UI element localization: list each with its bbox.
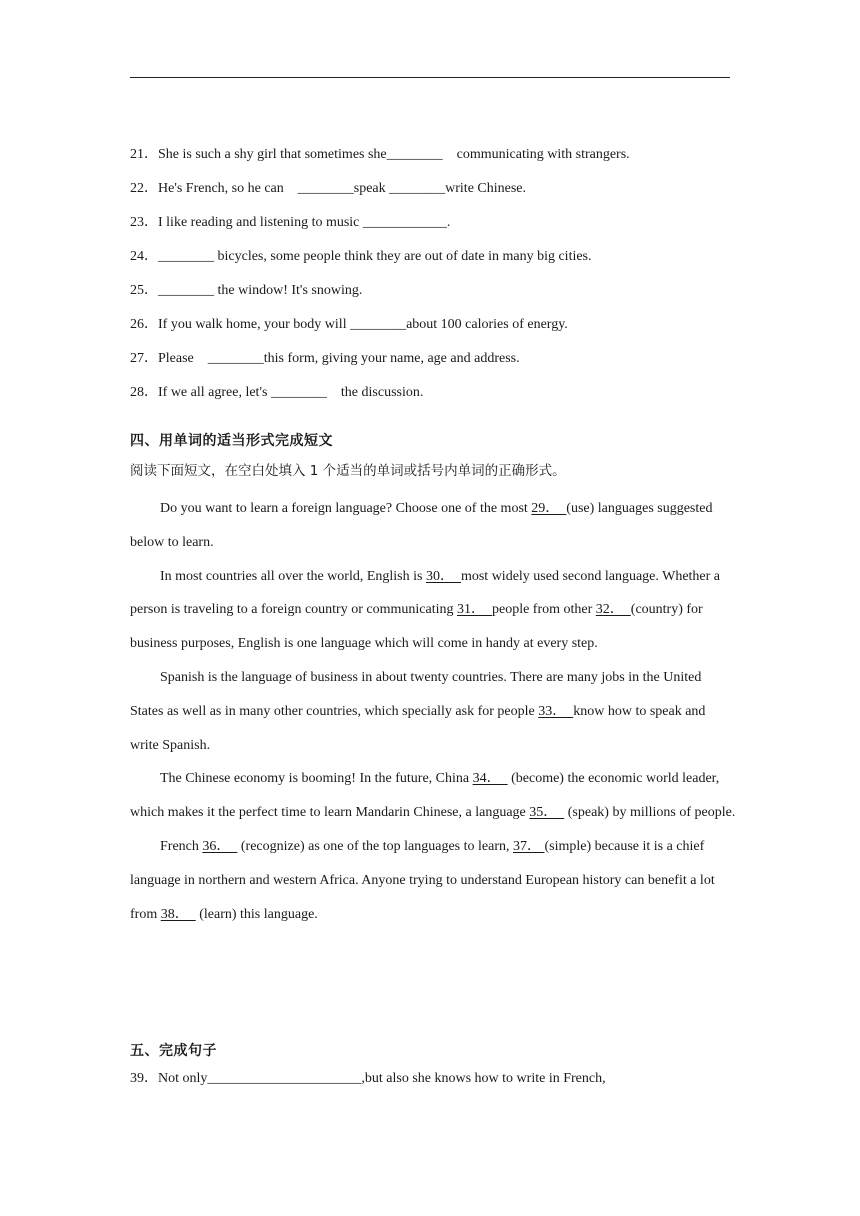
- passage-paragraph: [130, 661, 736, 762]
- blank-number: 32．: [595, 602, 631, 618]
- question-text: ________ bicycles, some people think they are out of date in many big cities.: [158, 249, 592, 264]
- passage-text: (use) languages suggested below to learn.: [130, 501, 713, 550]
- question-item: [130, 1070, 606, 1088]
- passage-text: (learn) this language.: [195, 906, 318, 922]
- question-text: I like reading and listening to music ____________.: [158, 215, 451, 230]
- passage-text: (simple) because it is a chief language in northern and western Africa. Anyone trying to understand European history can benefit a lot from: [130, 838, 715, 922]
- question-item: [130, 248, 592, 266]
- passage-text: The Chinese economy is booming! In the future, China: [160, 771, 473, 787]
- question-number: 23．: [130, 215, 158, 230]
- passage-text: (become) the economic world leader, which makes it the perfect time to learn Mandarin Chinese, a language: [130, 771, 720, 821]
- passage-text: know how to speak and write Spanish.: [130, 703, 706, 753]
- passage-text: In most countries all over the world, English is: [160, 568, 426, 584]
- cloze-passage: [130, 492, 736, 931]
- passage-text: (speak) by millions of people.: [564, 805, 736, 821]
- question-item: [130, 350, 520, 368]
- question-text: Not only______________________,but also she knows how to write in French,: [158, 1071, 606, 1086]
- blank-number: 36．: [202, 838, 238, 854]
- blank-number: 33．: [538, 703, 574, 719]
- question-number: 39．: [130, 1071, 158, 1086]
- question-number: 21．: [130, 147, 158, 162]
- question-text: ________ the window! It's snowing.: [158, 283, 363, 298]
- question-number: 28．: [130, 385, 158, 400]
- blank-number: 35．: [529, 805, 565, 821]
- question-item: [130, 384, 423, 402]
- blank-number: 37．: [513, 838, 545, 854]
- passage-paragraph: [130, 830, 736, 931]
- blank-number: 30．: [425, 568, 461, 584]
- question-text: He's French, so he can ________speak ________write Chinese.: [158, 181, 527, 196]
- blank-number: 31．: [456, 602, 492, 618]
- question-item: [130, 316, 568, 334]
- blank-number: 38．: [160, 906, 196, 922]
- passage-text: Spanish is the language of business in about twenty countries. There are many jobs in the United States as well as in many other countries, which specially ask for people: [130, 669, 702, 719]
- section4-instruction: 阅读下面短文，在空白处填入 1 个适当的单词或括号内单词的正确形式。: [130, 463, 566, 479]
- blank-number: 34．: [472, 771, 508, 787]
- question-text: She is such a shy girl that sometimes she________ communicating with strangers.: [158, 147, 630, 162]
- blank-number: 29．: [531, 501, 567, 516]
- question-item: [130, 180, 526, 198]
- question-number: 24．: [130, 249, 158, 264]
- question-item: [130, 146, 630, 164]
- passage-text: most widely used second language. Whether a person is traveling to a foreign country or communicating: [130, 568, 721, 618]
- section4-title: 四、用单词的适当形式完成短文: [130, 433, 333, 449]
- question-item: [130, 282, 362, 300]
- passage-text: (recognize) as one of the top languages to learn,: [237, 838, 514, 854]
- question-number: 25．: [130, 283, 158, 298]
- question-number: 22．: [130, 181, 158, 196]
- question-text: If we all agree, let's ________ the discussion.: [158, 385, 424, 400]
- passage-text: (country) for business purposes, English is one language which will come in handy at every step.: [130, 602, 703, 652]
- passage-paragraph: [130, 762, 736, 830]
- section5-title: 五、完成句子: [130, 1043, 217, 1059]
- question-item: [130, 214, 450, 232]
- question-text: Please ________this form, giving your name, age and address.: [158, 351, 520, 366]
- question-text: If you walk home, your body will ________about 100 calories of energy.: [158, 317, 568, 332]
- passage-text: Do you want to learn a foreign language? Choose one of the most: [160, 501, 532, 516]
- question-number: 27．: [130, 351, 158, 366]
- header-rule: [130, 77, 730, 78]
- passage-text: French: [160, 838, 203, 854]
- question-number: 26．: [130, 317, 158, 332]
- passage-paragraph: [130, 560, 736, 661]
- passage-text: people from other: [491, 602, 596, 618]
- passage-paragraph: [130, 492, 736, 560]
